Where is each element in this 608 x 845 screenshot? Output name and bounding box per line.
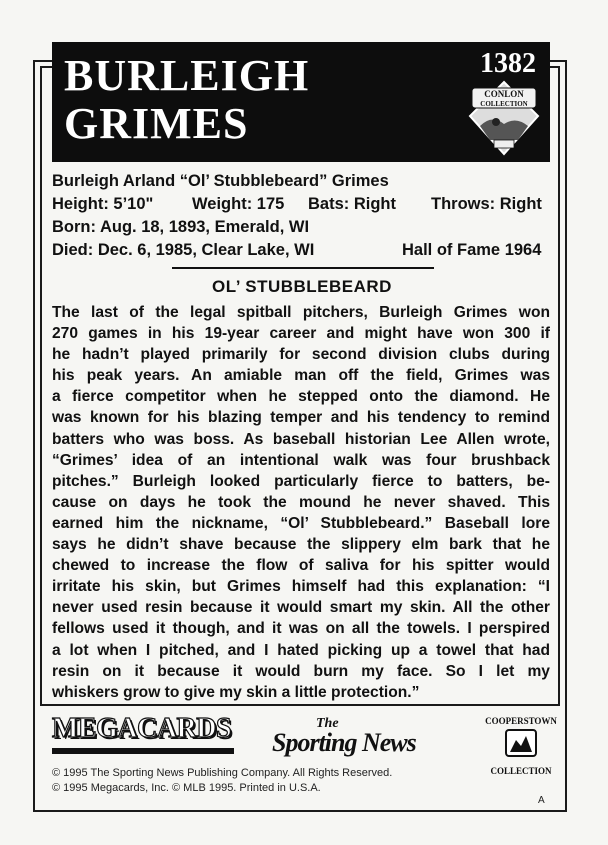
- bats: Bats: Right: [308, 195, 396, 213]
- story-line: never used resin because it would smart my skin. All the other: [52, 599, 550, 617]
- corner-letter: A: [538, 795, 545, 806]
- weight: Weight: 175: [192, 195, 285, 213]
- copyright-line-1: © 1995 The Sporting News Publishing Company. All Rights Reserved.: [52, 767, 393, 779]
- story-line: he hadn’t played primarily for second division clubs during: [52, 346, 550, 364]
- cooperstown-top-text: COOPERSTOWN: [485, 716, 557, 726]
- megacards-logo-underline: [52, 748, 234, 754]
- throws: Throws: Right: [431, 195, 542, 213]
- story-line: says he didn’t shave because the slippery elm bark that he: [52, 536, 550, 554]
- died: Died: Dec. 6, 1985, Clear Lake, WI: [52, 241, 315, 259]
- player-name: [64, 52, 309, 148]
- section-title: OL’ STUBBLEBEARD: [212, 277, 392, 296]
- story-line: was known for his blazing temper and his tendency to remind: [52, 409, 550, 427]
- story-line: a fierce competitor when he stepped onto the diamond. He: [52, 388, 550, 406]
- story-line: “Grimes’ idea of an intentional walk was four brushback: [52, 451, 550, 469]
- bio-block: [52, 170, 552, 262]
- story-line: 270 games in his 19-year career and might have won 300 if: [52, 325, 550, 343]
- born: Born: Aug. 18, 1893, Emerald, WI: [52, 218, 310, 236]
- player-name-line1: BURLEIGH: [64, 51, 310, 100]
- story-line: The last of the legal spitball pitchers, Burleigh Grimes won: [52, 304, 550, 321]
- story-line: irritate his skin, but Grimes himself had this explanation: “I: [52, 578, 550, 596]
- sporting-news-logo-icon: [272, 716, 462, 762]
- bio-born-row: [52, 216, 552, 239]
- story-line: batters who was boss. As baseball historian Lee Allen wrote,: [52, 430, 550, 448]
- full-name: Burleigh Arland “Ol’ Stubblebeard” Grimes: [52, 172, 389, 190]
- divider-rule: [172, 267, 434, 269]
- story-line: resin on it because it would burn my face. So I let my: [52, 662, 550, 680]
- conlon-logo-bottom-text: COLLECTION: [480, 100, 528, 108]
- megacards-logo-icon: MEGACARDS: [52, 713, 232, 744]
- bio-died-row: [52, 239, 552, 262]
- bio-full-name-row: [52, 170, 552, 193]
- copyright-line-2: © 1995 Megacards, Inc. © MLB 1995. Printed in U.S.A.: [52, 782, 321, 794]
- name-header: [52, 42, 550, 162]
- player-name-line2: GRIMES: [64, 99, 249, 148]
- story-line: pitches.” Burleigh looked particularly fierce to batters, be-: [52, 472, 550, 490]
- conlon-collection-logo-icon: [466, 78, 542, 156]
- copyright-block: [52, 766, 392, 796]
- cooperstown-bottom-text: COLLECTION: [490, 766, 552, 776]
- height: Height: 5’10": [52, 195, 154, 213]
- cooperstown-collection-logo-icon: [485, 712, 557, 784]
- conlon-logo-top-text: CONLON: [484, 89, 524, 99]
- story-line: chewed to increase the flow of saliva for his spitter would: [52, 557, 550, 575]
- sporting-news-main: Sporting News: [272, 728, 416, 757]
- biography-text: [52, 302, 550, 703]
- card-number: 1382: [480, 48, 536, 79]
- footer-logos: [52, 712, 557, 812]
- story-line: fellows used it though, and it was on all the towels. I perspired: [52, 620, 550, 638]
- bio-stats-row: [52, 193, 552, 216]
- hall-of-fame: Hall of Fame 1964: [402, 241, 542, 259]
- story-line: cause on days he took the mound he never shaved. This: [52, 493, 550, 511]
- story-line: whiskers grow to give my skin a little protection.”: [52, 683, 420, 701]
- story-line: his peak years. An amiable man off the field, Grimes was: [52, 367, 550, 385]
- story-line: a lot when I pitched, and I hated picking up a towel that had: [52, 641, 550, 659]
- story-line: earned him the nickname, “Ol’ Stubblebeard.” Baseball lore: [52, 514, 550, 532]
- sporting-news-the: The: [316, 716, 339, 731]
